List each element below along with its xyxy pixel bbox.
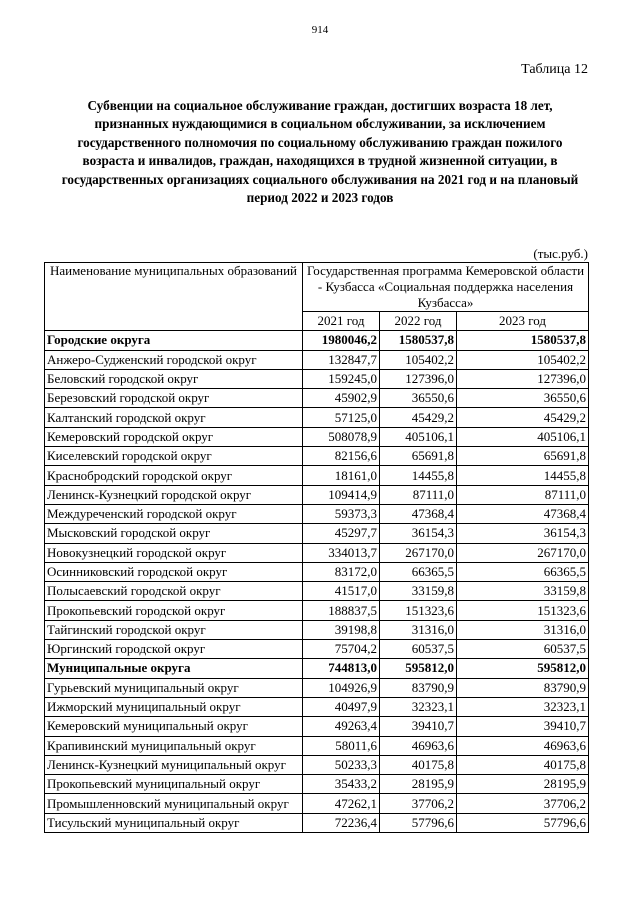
header-municipality: Наименование муниципальных образований	[45, 263, 303, 331]
value-2022: 33159,8	[380, 582, 457, 601]
table-row	[45, 582, 589, 601]
value-2021: 82156,6	[303, 447, 380, 466]
value-2023: 87111,0	[457, 485, 589, 504]
table-row	[45, 408, 589, 427]
municipality-name: Кемеровский муниципальный округ	[45, 717, 303, 736]
table-label: Таблица 12	[521, 62, 588, 77]
value-2022: 37706,2	[380, 794, 457, 813]
value-2022: 1580537,8	[380, 331, 457, 350]
municipality-name: Ленинск-Кузнецкий городской округ	[45, 485, 303, 504]
value-2023: 127396,0	[457, 369, 589, 388]
subsidy-table	[44, 262, 589, 833]
value-2023: 39410,7	[457, 717, 589, 736]
table-row	[45, 466, 589, 485]
value-2021: 45297,7	[303, 524, 380, 543]
municipality-name: Ленинск-Кузнецкий муниципальный округ	[45, 755, 303, 774]
value-2022: 65691,8	[380, 447, 457, 466]
value-2022: 127396,0	[380, 369, 457, 388]
table-row	[45, 813, 589, 832]
value-2023: 1580537,8	[457, 331, 589, 350]
table-group-row	[45, 659, 589, 678]
table-row	[45, 447, 589, 466]
value-2021: 50233,3	[303, 755, 380, 774]
header-year-2021: 2021 год	[303, 312, 380, 331]
header-program: Государственная программа Кемеровской области - Кузбасса «Социальная поддержка населения Кузбасса»	[303, 263, 589, 312]
table-body	[45, 331, 589, 833]
value-2022: 46963,6	[380, 736, 457, 755]
municipality-name: Промышленновский муниципальный округ	[45, 794, 303, 813]
table-row	[45, 601, 589, 620]
municipality-name: Кемеровский городской округ	[45, 427, 303, 446]
table-row	[45, 485, 589, 504]
value-2022: 60537,5	[380, 640, 457, 659]
value-2023: 14455,8	[457, 466, 589, 485]
value-2023: 40175,8	[457, 755, 589, 774]
municipality-name: Киселевский городской округ	[45, 447, 303, 466]
value-2023: 65691,8	[457, 447, 589, 466]
value-2021: 58011,6	[303, 736, 380, 755]
value-2023: 66365,5	[457, 562, 589, 581]
value-2021: 57125,0	[303, 408, 380, 427]
value-2021: 59373,3	[303, 504, 380, 523]
value-2022: 66365,5	[380, 562, 457, 581]
value-2023: 33159,8	[457, 582, 589, 601]
value-2022: 267170,0	[380, 543, 457, 562]
value-2022: 87111,0	[380, 485, 457, 504]
value-2023: 105402,2	[457, 350, 589, 369]
value-2021: 334013,7	[303, 543, 380, 562]
value-2022: 405106,1	[380, 427, 457, 446]
municipality-name: Березовский городской округ	[45, 389, 303, 408]
value-2021: 18161,0	[303, 466, 380, 485]
table-row	[45, 697, 589, 716]
value-2021: 109414,9	[303, 485, 380, 504]
municipality-name: Междуреченский городской округ	[45, 504, 303, 523]
value-2021: 104926,9	[303, 678, 380, 697]
municipality-name: Тисульский муниципальный округ	[45, 813, 303, 832]
municipality-name: Гурьевский муниципальный округ	[45, 678, 303, 697]
value-2021: 72236,4	[303, 813, 380, 832]
municipality-name: Юргинский городской округ	[45, 640, 303, 659]
value-2021: 132847,7	[303, 350, 380, 369]
value-2022: 83790,9	[380, 678, 457, 697]
table-row	[45, 640, 589, 659]
units-label: (тыс.руб.)	[533, 246, 588, 261]
table-row	[45, 427, 589, 446]
table-row	[45, 620, 589, 639]
header-year-2022: 2022 год	[380, 312, 457, 331]
municipality-name: Крапивинский муниципальный округ	[45, 736, 303, 755]
municipality-name: Прокопьевский городской округ	[45, 601, 303, 620]
value-2023: 405106,1	[457, 427, 589, 446]
value-2022: 28195,9	[380, 775, 457, 794]
value-2023: 36550,6	[457, 389, 589, 408]
municipality-name: Тайгинский городской округ	[45, 620, 303, 639]
municipality-name: Осинниковский городской округ	[45, 562, 303, 581]
value-2023: 28195,9	[457, 775, 589, 794]
table-row	[45, 389, 589, 408]
value-2022: 36154,3	[380, 524, 457, 543]
value-2022: 39410,7	[380, 717, 457, 736]
municipality-name: Городские округа	[45, 331, 303, 350]
value-2022: 105402,2	[380, 350, 457, 369]
value-2021: 159245,0	[303, 369, 380, 388]
value-2022: 31316,0	[380, 620, 457, 639]
document-title: Субвенции на социальное обслуживание граждан, достигших возраста 18 лет, признанных нуждающимися в социальном обслуживании, за исключением государственного полномочия по социальному обслуживанию граждан пожилого возраста и инвалидов, граждан, находящихся в трудной жизненной ситуации, в государственных организациях социального обслуживания на 2021 год и на плановый период 2022 и 2023 годов	[61, 98, 579, 206]
municipality-name: Новокузнецкий городской округ	[45, 543, 303, 562]
value-2022: 45429,2	[380, 408, 457, 427]
value-2023: 37706,2	[457, 794, 589, 813]
value-2023: 60537,5	[457, 640, 589, 659]
value-2021: 41517,0	[303, 582, 380, 601]
municipality-name: Прокопьевский муниципальный округ	[45, 775, 303, 794]
municipality-name: Муниципальные округа	[45, 659, 303, 678]
value-2021: 35433,2	[303, 775, 380, 794]
table-row	[45, 775, 589, 794]
value-2021: 744813,0	[303, 659, 380, 678]
value-2023: 57796,6	[457, 813, 589, 832]
value-2021: 75704,2	[303, 640, 380, 659]
value-2022: 57796,6	[380, 813, 457, 832]
value-2023: 267170,0	[457, 543, 589, 562]
municipality-name: Калтанский городской округ	[45, 408, 303, 427]
value-2023: 45429,2	[457, 408, 589, 427]
value-2023: 151323,6	[457, 601, 589, 620]
value-2022: 14455,8	[380, 466, 457, 485]
value-2023: 595812,0	[457, 659, 589, 678]
table-row	[45, 755, 589, 774]
value-2023: 32323,1	[457, 697, 589, 716]
value-2021: 508078,9	[303, 427, 380, 446]
table-row	[45, 717, 589, 736]
table-row	[45, 524, 589, 543]
value-2022: 40175,8	[380, 755, 457, 774]
value-2021: 39198,8	[303, 620, 380, 639]
municipality-name: Ижморский муниципальный округ	[45, 697, 303, 716]
table-row	[45, 504, 589, 523]
header-year-2023: 2023 год	[457, 312, 589, 331]
table-row	[45, 736, 589, 755]
table-row	[45, 543, 589, 562]
value-2022: 47368,4	[380, 504, 457, 523]
value-2023: 83790,9	[457, 678, 589, 697]
value-2023: 47368,4	[457, 504, 589, 523]
value-2022: 36550,6	[380, 389, 457, 408]
table-group-row	[45, 331, 589, 350]
value-2021: 83172,0	[303, 562, 380, 581]
municipality-name: Полысаевский городской округ	[45, 582, 303, 601]
value-2022: 151323,6	[380, 601, 457, 620]
value-2023: 46963,6	[457, 736, 589, 755]
value-2023: 31316,0	[457, 620, 589, 639]
municipality-name: Краснобродский городской округ	[45, 466, 303, 485]
municipality-name: Мысковский городской округ	[45, 524, 303, 543]
value-2023: 36154,3	[457, 524, 589, 543]
table-row	[45, 562, 589, 581]
value-2022: 32323,1	[380, 697, 457, 716]
table-row	[45, 794, 589, 813]
value-2021: 1980046,2	[303, 331, 380, 350]
value-2021: 188837,5	[303, 601, 380, 620]
value-2021: 49263,4	[303, 717, 380, 736]
value-2021: 45902,9	[303, 389, 380, 408]
value-2021: 40497,9	[303, 697, 380, 716]
value-2021: 47262,1	[303, 794, 380, 813]
municipality-name: Анжеро-Судженский городской округ	[45, 350, 303, 369]
municipality-name: Беловский городской округ	[45, 369, 303, 388]
table-row	[45, 350, 589, 369]
table-row	[45, 678, 589, 697]
table-row	[45, 369, 589, 388]
page-number: 914	[311, 24, 329, 36]
value-2022: 595812,0	[380, 659, 457, 678]
